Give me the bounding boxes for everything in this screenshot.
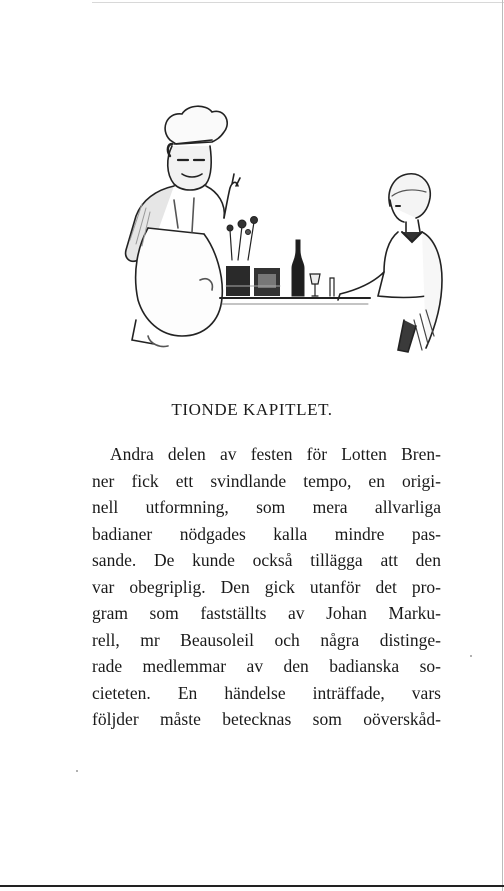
word: Andra: [110, 444, 154, 464]
word: måste: [160, 709, 201, 729]
text-line: [92, 441, 441, 468]
text-line: [92, 574, 441, 601]
word: Bren-: [401, 444, 441, 464]
word: mera: [312, 497, 348, 517]
word: pas-: [411, 523, 441, 544]
word: ner: [92, 470, 115, 491]
word: som: [149, 603, 179, 623]
word: origi-: [402, 470, 441, 491]
word: distinge-: [379, 629, 441, 650]
word: av: [219, 444, 237, 464]
word: gick: [264, 576, 295, 597]
word: Johan: [326, 603, 367, 623]
text-line: [92, 468, 441, 495]
word: tempo,: [303, 470, 352, 491]
word: också: [252, 550, 293, 570]
chapter-title: TIONDE KAPITLET.: [171, 400, 333, 419]
word: en: [368, 470, 385, 491]
word: obegriplig.: [129, 576, 206, 597]
paper-speck: [470, 655, 472, 657]
word: fastställts: [200, 603, 267, 623]
word: att: [380, 550, 398, 570]
word: mr: [140, 629, 160, 650]
word: oöverskåd-: [363, 709, 441, 729]
page-edge-bottom: [0, 885, 504, 887]
word: badianer: [92, 523, 153, 544]
word: sande.: [92, 550, 137, 570]
word: Lotten: [341, 444, 387, 464]
word: allvarliga: [374, 497, 441, 517]
word: tillägga: [310, 550, 363, 570]
word: av: [246, 656, 264, 676]
word: delen: [167, 444, 206, 464]
word: den: [283, 656, 309, 676]
word: rell,: [92, 629, 120, 650]
word: mindre: [334, 523, 385, 544]
word: utanför: [309, 576, 361, 597]
word: som: [256, 497, 286, 517]
word: utformning,: [145, 497, 229, 517]
word: kunde: [192, 550, 235, 570]
text-line: [92, 494, 441, 521]
word: Beausoleil: [180, 629, 255, 650]
word: inträffade,: [312, 682, 385, 703]
word: Marku-: [388, 603, 441, 623]
text-line: [92, 600, 441, 627]
word: Den: [220, 576, 250, 597]
paper-speck: [76, 770, 78, 772]
word: som: [312, 709, 342, 729]
page-edge-right: [502, 0, 503, 891]
chef-figure: [126, 106, 240, 346]
word: ett: [175, 470, 194, 491]
word: kalla: [273, 523, 308, 544]
word: för: [306, 444, 328, 464]
word: svindlande: [210, 470, 287, 491]
word: cieteten.: [92, 682, 151, 703]
word: av: [288, 603, 305, 623]
word: följder: [92, 709, 139, 729]
page-edge-top: [92, 2, 504, 3]
word: rade: [92, 656, 123, 676]
word: festen: [250, 444, 293, 464]
word: so-: [419, 656, 441, 676]
word: fick: [131, 470, 159, 491]
word: var: [92, 576, 115, 597]
word: De: [153, 550, 175, 570]
word: En: [177, 682, 198, 703]
text-line: [92, 547, 441, 574]
word: och: [274, 629, 300, 650]
woman-figure: [338, 174, 442, 352]
text-line: [92, 653, 441, 680]
word: händelse: [224, 682, 286, 703]
body-text: [92, 441, 441, 733]
text-line: [92, 521, 441, 548]
word: det: [375, 576, 397, 597]
word: badianska: [329, 656, 400, 676]
text-line: [92, 706, 441, 733]
word: gram: [92, 603, 128, 623]
word: nödgades: [179, 523, 246, 544]
table-scene: [220, 217, 370, 305]
chapter-illustration: [108, 100, 454, 360]
word: vars: [411, 682, 441, 703]
text-line: [92, 627, 441, 654]
word: medlemmar: [142, 656, 227, 676]
word: den: [415, 550, 441, 570]
word: några: [320, 629, 360, 650]
word: betecknas: [222, 709, 292, 729]
text-line: [92, 680, 441, 707]
word: nell: [92, 497, 119, 517]
word: pro-: [411, 576, 441, 597]
